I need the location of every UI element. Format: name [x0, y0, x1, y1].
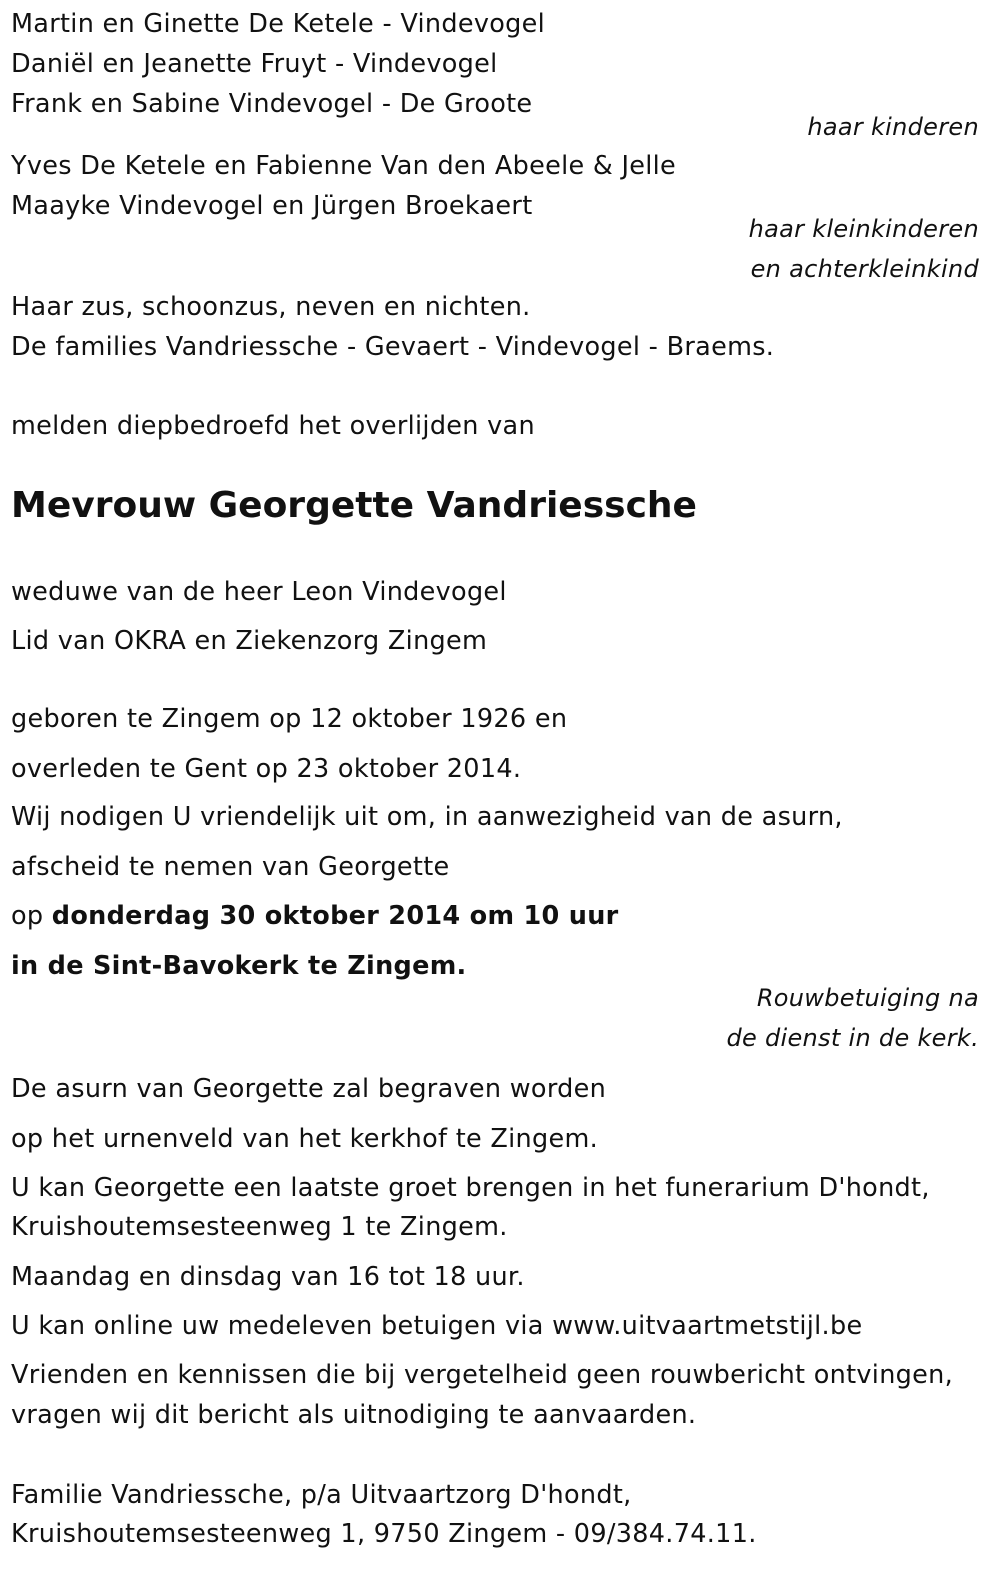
burial-line-1: De asurn van Georgette zal begraven worden: [11, 1074, 607, 1104]
children-line-1: Martin en Ginette De Ketele - Vindevogel: [11, 9, 546, 39]
relatives-line-1: Haar zus, schoonzus, neven en nichten.: [11, 292, 531, 322]
grandchildren-line-1: Yves De Ketele en Fabienne Van den Abeele & Jelle: [11, 151, 677, 181]
grandchildren-caption-2: en achterkleinkind: [750, 255, 979, 283]
online-condolence-line: [11, 1311, 862, 1341]
burial-line-2: op het urnenveld van het kerkhof te Zingem.: [11, 1124, 599, 1154]
ceremony-location: in de Sint-Bavokerk te Zingem.: [11, 951, 467, 981]
children-line-2: Daniël en Jeanette Fruyt - Vindevogel: [11, 49, 498, 79]
announcement: melden diepbedroefd het overlijden van: [11, 411, 535, 441]
invitation-note-1: Vrienden en kennissen die bij vergetelheid geen rouwbericht ontvingen,: [11, 1360, 953, 1390]
ceremony-location-line: [11, 951, 467, 981]
invitation-line-2: afscheid te nemen van Georgette: [11, 852, 450, 882]
condolence-note-1: Rouwbetuiging na: [756, 984, 979, 1012]
invitation-note-2: vragen wij dit bericht als uitnodiging te aanvaarden.: [11, 1400, 697, 1430]
condolence-website-link[interactable]: www.uitvaartmetstijl.be: [552, 1311, 863, 1341]
birth-line: geboren te Zingem op 12 oktober 1926 en: [11, 704, 568, 734]
ceremony-datetime: donderdag 30 oktober 2014 om 10 uur: [51, 901, 619, 931]
contact-line-1: Familie Vandriessche, p/a Uitvaartzorg D'hondt,: [11, 1480, 632, 1510]
deceased-name: Mevrouw Georgette Vandriessche: [11, 485, 697, 526]
grandchildren-caption-1: haar kleinkinderen: [748, 215, 979, 243]
ceremony-prefix: op: [11, 901, 44, 931]
children-caption: haar kinderen: [807, 113, 979, 141]
online-text: U kan online uw medeleven betuigen via: [11, 1311, 544, 1341]
condolence-note-2: de dienst in de kerk.: [726, 1024, 979, 1052]
relatives-line-2: De families Vandriessche - Gevaert - Vindevogel - Braems.: [11, 332, 775, 362]
death-line: overleden te Gent op 23 oktober 2014.: [11, 754, 522, 784]
detail-member: Lid van OKRA en Ziekenzorg Zingem: [11, 626, 488, 656]
visitation-line-1: U kan Georgette een laatste groet brengen in het funerarium D'hondt,: [11, 1173, 930, 1203]
invitation-line-1: Wij nodigen U vriendelijk uit om, in aanwezigheid van de asurn,: [11, 802, 843, 832]
visitation-hours: Maandag en dinsdag van 16 tot 18 uur.: [11, 1262, 525, 1292]
children-line-3: Frank en Sabine Vindevogel - De Groote: [11, 89, 533, 119]
contact-line-2: Kruishoutemsesteenweg 1, 9750 Zingem - 09/384.74.11.: [11, 1519, 757, 1549]
visitation-line-2: Kruishoutemsesteenweg 1 te Zingem.: [11, 1212, 508, 1242]
detail-widow: weduwe van de heer Leon Vindevogel: [11, 577, 507, 607]
ceremony-datetime-line: [11, 901, 619, 931]
grandchildren-line-2: Maayke Vindevogel en Jürgen Broekaert: [11, 191, 533, 221]
